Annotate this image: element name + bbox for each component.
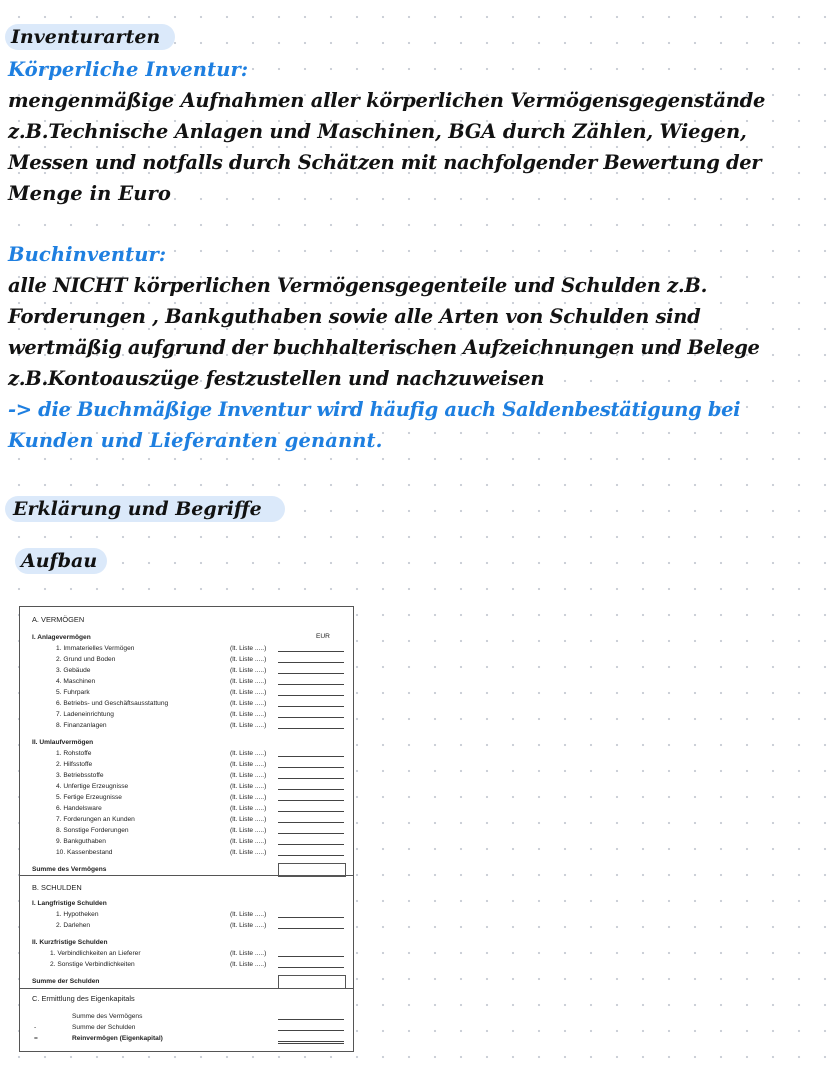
- list-item: 2. Darlehen: [56, 922, 91, 929]
- inventar-form: [19, 606, 354, 1052]
- list-ref: (lt. Liste .....): [230, 667, 267, 674]
- list-ref: (lt. Liste .....): [230, 645, 267, 652]
- buchinventur-line-3: wertmäßig aufgrund der buchhalterischen Aufzeichnungen und Belege: [8, 336, 760, 359]
- umlauf-title: II. Umlaufvermögen: [32, 739, 94, 746]
- value-line: [278, 833, 344, 834]
- value-line: [278, 756, 344, 757]
- value-line: [278, 789, 344, 790]
- koerperliche-line-3: Messen und notfalls durch Schätzen mit nachfolgender Bewertung der: [8, 151, 762, 174]
- heading-erklaerung: Erklärung und Begriffe: [13, 498, 262, 520]
- list-ref: (lt. Liste .....): [230, 700, 267, 707]
- value-line: [278, 717, 344, 718]
- buchinventur-title: Buchinventur:: [8, 243, 167, 266]
- c-sign: =: [34, 1035, 38, 1042]
- value-line: [278, 822, 344, 823]
- value-line: [278, 844, 344, 845]
- koerperliche-line-1: mengenmäßige Aufnahmen aller körperlichen Vermögensgegenstände: [8, 89, 766, 112]
- section-divider: [20, 875, 353, 876]
- list-ref: (lt. Liste .....): [230, 656, 267, 663]
- buchinventur-note-2: Kunden und Lieferanten genannt.: [8, 429, 383, 452]
- list-item: 3. Gebäude: [56, 667, 91, 674]
- list-item: 7. Forderungen an Kunden: [56, 816, 135, 823]
- list-ref: (lt. Liste .....): [230, 711, 267, 718]
- sum-schulden-label: Summe der Schulden: [32, 978, 100, 985]
- list-item: 9. Bankguthaben: [56, 838, 106, 845]
- list-ref: (lt. Liste .....): [230, 827, 267, 834]
- heading-aufbau: Aufbau: [21, 550, 98, 572]
- eur-label: EUR: [316, 633, 330, 640]
- value-line: [278, 673, 344, 674]
- list-item: 1. Rohstoffe: [56, 750, 92, 757]
- sum-vermoegen-label: Summe des Vermögens: [32, 866, 107, 873]
- list-item: 6. Handelsware: [56, 805, 102, 812]
- c-row-label: Reinvermögen (Eigenkapital): [72, 1035, 163, 1042]
- value-line: [278, 662, 344, 663]
- kurz-title: II. Kurzfristige Schulden: [32, 939, 108, 946]
- buchinventur-line-4: z.B.Kontoauszüge festzustellen und nachzuweisen: [8, 367, 545, 390]
- list-ref: (lt. Liste .....): [230, 838, 267, 845]
- value-line: [278, 855, 344, 856]
- list-item: 2. Grund und Boden: [56, 656, 116, 663]
- list-item: 1. Verbindlichkeiten an Lieferer: [50, 950, 141, 957]
- koerperliche-inventur-title: Körperliche Inventur:: [8, 58, 249, 81]
- list-item: 6. Betriebs- und Geschäftsausstattung: [56, 700, 169, 707]
- section-c-title: C. Ermittlung des Eigenkapitals: [32, 994, 135, 1003]
- value-line: [278, 778, 344, 779]
- section-b-title: B. SCHULDEN: [32, 883, 82, 892]
- list-item: 2. Sonstige Verbindlichkeiten: [50, 961, 135, 968]
- buchinventur-line-2: Forderungen , Bankguthaben sowie alle Arten von Schulden sind: [8, 305, 701, 328]
- list-ref: (lt. Liste .....): [230, 794, 267, 801]
- value-line: [278, 967, 344, 968]
- value-line: [278, 1030, 344, 1031]
- list-item: 10. Kassenbestand: [56, 849, 113, 856]
- list-item: 1. Immaterielles Vermögen: [56, 645, 135, 652]
- list-ref: (lt. Liste .....): [230, 761, 267, 768]
- value-line: [278, 928, 344, 929]
- list-ref: (lt. Liste .....): [230, 772, 267, 779]
- buchinventur-note-1: -> die Buchmäßige Inventur wird häufig auch Saldenbestätigung bei: [8, 398, 741, 421]
- list-item: 7. Ladeneinrichtung: [56, 711, 114, 718]
- list-ref: (lt. Liste .....): [230, 961, 267, 968]
- buchinventur-line-1: alle NICHT körperlichen Vermögensgegenteile und Schulden z.B.: [8, 274, 708, 297]
- section-a-title: A. VERMÖGEN: [32, 615, 85, 624]
- list-ref: (lt. Liste .....): [230, 816, 267, 823]
- list-item: 8. Finanzanlagen: [56, 722, 107, 729]
- value-line: [278, 917, 344, 918]
- value-line: [278, 811, 344, 812]
- value-line: [278, 728, 344, 729]
- list-ref: (lt. Liste .....): [230, 783, 267, 790]
- list-ref: (lt. Liste .....): [230, 678, 267, 685]
- lang-title: I. Langfristige Schulden: [32, 900, 107, 907]
- value-line: [278, 956, 344, 957]
- c-row-label: Summe des Vermögens: [72, 1013, 143, 1020]
- list-item: 5. Fertige Erzeugnisse: [56, 794, 122, 801]
- list-item: 8. Sonstige Forderungen: [56, 827, 129, 834]
- list-ref: (lt. Liste .....): [230, 805, 267, 812]
- list-item: 2. Hilfsstoffe: [56, 761, 93, 768]
- koerperliche-line-4: Menge in Euro: [8, 182, 171, 205]
- list-item: 3. Betriebsstoffe: [56, 772, 104, 779]
- value-line: [278, 695, 344, 696]
- list-ref: (lt. Liste .....): [230, 911, 267, 918]
- list-ref: (lt. Liste .....): [230, 922, 267, 929]
- value-line: [278, 651, 344, 652]
- list-ref: (lt. Liste .....): [230, 750, 267, 757]
- list-item: 4. Maschinen: [56, 678, 96, 685]
- value-line: [278, 767, 344, 768]
- list-item: 4. Unfertige Erzeugnisse: [56, 783, 129, 790]
- value-line: [278, 706, 344, 707]
- anlage-title: I. Anlagevermögen: [32, 634, 91, 641]
- list-ref: (lt. Liste .....): [230, 950, 267, 957]
- list-ref: (lt. Liste .....): [230, 849, 267, 856]
- c-row-label: Summe der Schulden: [72, 1024, 136, 1031]
- value-line: [278, 1019, 344, 1020]
- c-sign: -: [34, 1024, 37, 1031]
- list-item: 1. Hypotheken: [56, 911, 99, 918]
- value-line: [278, 684, 344, 685]
- list-item: 5. Fuhrpark: [56, 689, 90, 696]
- value-line-double: [278, 1041, 344, 1044]
- section-divider: [20, 988, 353, 989]
- sum-schulden-box: [278, 975, 346, 989]
- list-ref: (lt. Liste .....): [230, 689, 267, 696]
- heading-inventurarten: Inventurarten: [11, 26, 161, 48]
- value-line: [278, 800, 344, 801]
- koerperliche-line-2: z.B.Technische Anlagen und Maschinen, BGA durch Zählen, Wiegen,: [8, 120, 747, 143]
- list-ref: (lt. Liste .....): [230, 722, 267, 729]
